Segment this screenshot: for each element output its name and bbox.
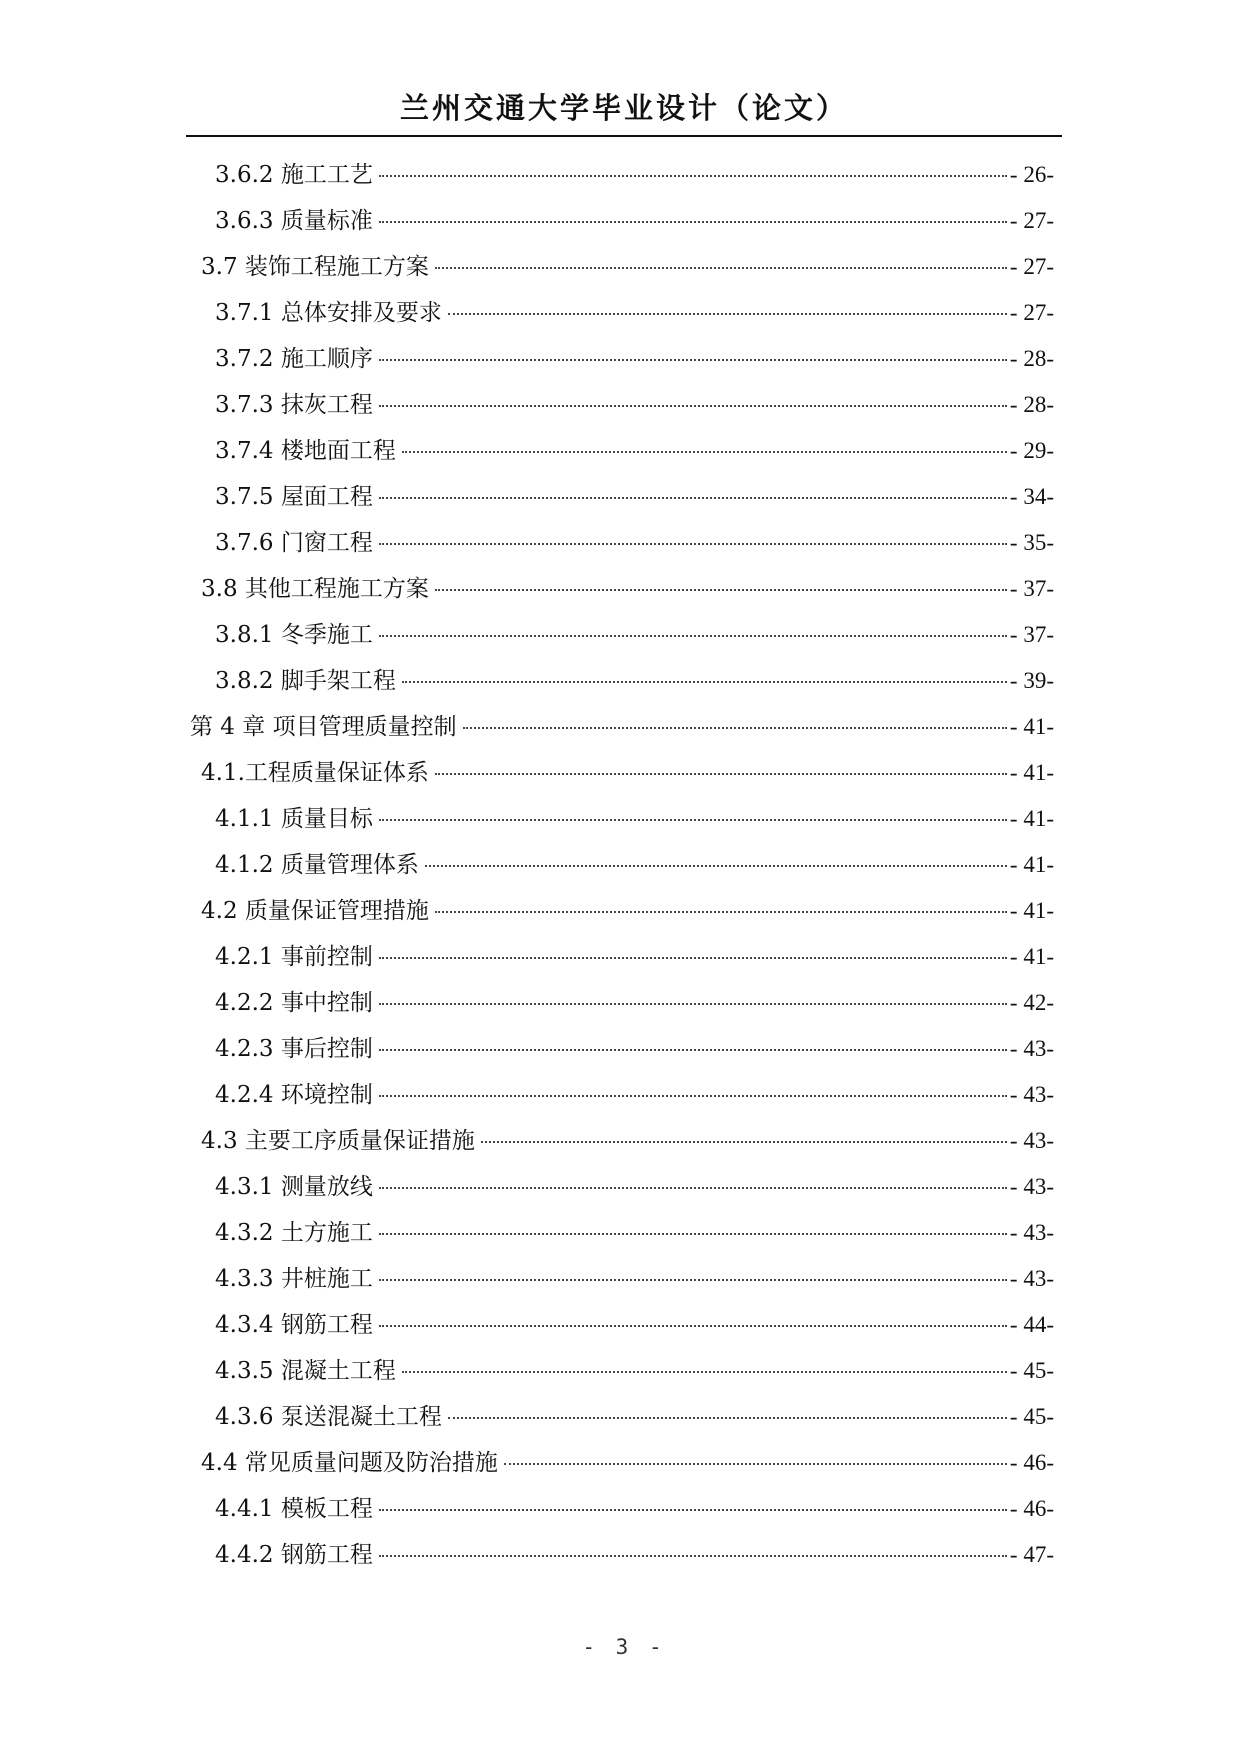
toc-entry-title: 4.4 常见质量问题及防治措施 — [201, 1450, 498, 1476]
toc-entry-title: 第 4 章 项目管理质量控制 — [190, 714, 457, 740]
toc-dot-leader — [435, 267, 1007, 269]
toc-entry-title: 4.3.6 泵送混凝土工程 — [215, 1404, 442, 1430]
toc-entry-page: - 41- — [1009, 714, 1054, 739]
toc-entry-page: - 45- — [1009, 1404, 1054, 1429]
toc-entry-title: 4.2.1 事前控制 — [215, 944, 373, 970]
toc-dot-leader — [402, 451, 1007, 453]
toc-entry[interactable] — [186, 1444, 1062, 1490]
toc-entry[interactable] — [186, 1168, 1062, 1214]
toc-dot-leader — [435, 773, 1007, 775]
toc-entry[interactable] — [186, 248, 1062, 294]
toc-dot-leader — [448, 1417, 1007, 1419]
toc-entry[interactable] — [186, 1306, 1062, 1352]
toc-entry-page: - 41- — [1009, 760, 1054, 785]
toc-dot-leader — [504, 1463, 1007, 1465]
toc-entry[interactable] — [186, 340, 1062, 386]
toc-dot-leader — [379, 221, 1007, 223]
toc-entry-title: 4.1.2 质量管理体系 — [215, 852, 419, 878]
toc-entry-page: - 46- — [1009, 1496, 1054, 1521]
toc-dot-leader — [379, 957, 1007, 959]
toc-entry[interactable] — [186, 1352, 1062, 1398]
toc-entry-title: 3.7 装饰工程施工方案 — [201, 254, 429, 280]
toc-entry[interactable] — [186, 1122, 1062, 1168]
toc-entry-page: - 26- — [1009, 162, 1054, 187]
toc-entry[interactable] — [186, 386, 1062, 432]
toc-entry-page: - 43- — [1009, 1220, 1054, 1245]
toc-entry-title: 3.8.1 冬季施工 — [215, 622, 373, 648]
toc-entry-title: 4.3.1 测量放线 — [215, 1174, 373, 1200]
toc-entry-title: 3.7.5 屋面工程 — [215, 484, 373, 510]
toc-dot-leader — [379, 405, 1007, 407]
toc-entry-page: - 45- — [1009, 1358, 1054, 1383]
toc-entry-page: - 43- — [1009, 1128, 1054, 1153]
toc-entry-title: 3.7.1 总体安排及要求 — [215, 300, 442, 326]
toc-entry-title: 4.1.1 质量目标 — [215, 806, 373, 832]
toc-entry-page: - 39- — [1009, 668, 1054, 693]
toc-entry-title: 3.7.4 楼地面工程 — [215, 438, 396, 464]
toc-entry-page: - 43- — [1009, 1266, 1054, 1291]
toc-entry-title: 3.6.2 施工工艺 — [215, 162, 373, 188]
toc-entry-title: 3.7.3 抹灰工程 — [215, 392, 373, 418]
toc-entry[interactable] — [186, 1030, 1062, 1076]
toc-dot-leader — [379, 543, 1007, 545]
toc-dot-leader — [402, 1371, 1007, 1373]
toc-dot-leader — [379, 1279, 1007, 1281]
toc-entry-page: - 27- — [1009, 208, 1054, 233]
toc-dot-leader — [379, 819, 1007, 821]
toc-entry[interactable] — [186, 892, 1062, 938]
toc-entry-title: 3.8 其他工程施工方案 — [201, 576, 429, 602]
toc-entry[interactable] — [186, 202, 1062, 248]
header-divider — [186, 135, 1062, 137]
toc-dot-leader — [379, 1555, 1007, 1557]
toc-entry[interactable] — [186, 616, 1062, 662]
toc-dot-leader — [379, 497, 1007, 499]
toc-entry-title: 4.4.1 模板工程 — [215, 1496, 373, 1522]
toc-dot-leader — [379, 175, 1007, 177]
toc-entry-page: - 43- — [1009, 1082, 1054, 1107]
toc-entry-title: 4.3.2 土方施工 — [215, 1220, 373, 1246]
toc-dot-leader — [379, 1049, 1007, 1051]
toc-entry-page: - 46- — [1009, 1450, 1054, 1475]
toc-entry[interactable] — [186, 1398, 1062, 1444]
toc-entry-title: 3.7.6 门窗工程 — [215, 530, 373, 556]
toc-entry-title: 4.2 质量保证管理措施 — [201, 898, 429, 924]
toc-entry[interactable] — [186, 938, 1062, 984]
toc-entry-page: - 44- — [1009, 1312, 1054, 1337]
toc-entry[interactable] — [186, 1536, 1062, 1582]
table-of-contents — [186, 156, 1062, 1582]
toc-entry-page: - 28- — [1009, 346, 1054, 371]
toc-dot-leader — [379, 359, 1007, 361]
toc-entry[interactable] — [186, 524, 1062, 570]
toc-entry[interactable] — [186, 478, 1062, 524]
toc-entry-page: - 43- — [1009, 1036, 1054, 1061]
toc-entry-page: - 41- — [1009, 852, 1054, 877]
toc-entry[interactable] — [186, 294, 1062, 340]
toc-entry[interactable] — [186, 754, 1062, 800]
toc-entry-title: 3.7.2 施工顺序 — [215, 346, 373, 372]
toc-entry[interactable] — [186, 800, 1062, 846]
toc-entry-title: 3.8.2 脚手架工程 — [215, 668, 396, 694]
toc-dot-leader — [379, 1509, 1007, 1511]
toc-entry-title: 4.4.2 钢筋工程 — [215, 1542, 373, 1568]
toc-dot-leader — [448, 313, 1007, 315]
toc-entry[interactable] — [186, 156, 1062, 202]
toc-entry-title: 4.2.4 环境控制 — [215, 1082, 373, 1108]
toc-entry-title: 4.3 主要工序质量保证措施 — [201, 1128, 475, 1154]
toc-entry[interactable] — [186, 432, 1062, 478]
toc-dot-leader — [435, 589, 1007, 591]
toc-dot-leader — [379, 635, 1007, 637]
toc-dot-leader — [402, 681, 1007, 683]
toc-entry-title: 4.1.工程质量保证体系 — [201, 760, 429, 786]
toc-entry[interactable] — [186, 1490, 1062, 1536]
toc-entry-page: - 35- — [1009, 530, 1054, 555]
toc-entry-title: 4.2.2 事中控制 — [215, 990, 373, 1016]
toc-entry-page: - 37- — [1009, 622, 1054, 647]
toc-entry[interactable] — [186, 846, 1062, 892]
toc-entry-title: 3.6.3 质量标准 — [215, 208, 373, 234]
toc-dot-leader — [379, 1325, 1007, 1327]
toc-dot-leader — [379, 1003, 1007, 1005]
toc-entry[interactable] — [186, 1214, 1062, 1260]
toc-entry-page: - 37- — [1009, 576, 1054, 601]
toc-entry-page: - 47- — [1009, 1542, 1054, 1567]
toc-entry-title: 4.2.3 事后控制 — [215, 1036, 373, 1062]
page-header-title: 兰州交通大学毕业设计（论文） — [399, 91, 848, 125]
toc-dot-leader — [435, 911, 1007, 913]
toc-entry-page: - 27- — [1009, 300, 1054, 325]
toc-entry-page: - 27- — [1009, 254, 1054, 279]
toc-dot-leader — [379, 1187, 1007, 1189]
toc-entry[interactable] — [186, 1076, 1062, 1122]
toc-entry-page: - 42- — [1009, 990, 1054, 1015]
toc-dot-leader — [379, 1095, 1007, 1097]
toc-entry[interactable] — [186, 570, 1062, 616]
toc-entry[interactable] — [186, 708, 1062, 754]
toc-entry-title: 4.3.4 钢筋工程 — [215, 1312, 373, 1338]
toc-entry-page: - 34- — [1009, 484, 1054, 509]
toc-entry-page: - 43- — [1009, 1174, 1054, 1199]
toc-dot-leader — [481, 1141, 1007, 1143]
toc-entry[interactable] — [186, 662, 1062, 708]
toc-entry[interactable] — [186, 984, 1062, 1030]
toc-entry[interactable] — [186, 1260, 1062, 1306]
toc-dot-leader — [379, 1233, 1007, 1235]
toc-entry-title: 4.3.3 井桩施工 — [215, 1266, 373, 1292]
toc-entry-page: - 41- — [1009, 944, 1054, 969]
toc-entry-page: - 41- — [1009, 898, 1054, 923]
toc-entry-title: 4.3.5 混凝土工程 — [215, 1358, 396, 1384]
toc-entry-page: - 41- — [1009, 806, 1054, 831]
page-number: - 3 - — [582, 1635, 666, 1659]
toc-dot-leader — [463, 727, 1007, 729]
toc-entry-page: - 29- — [1009, 438, 1054, 463]
toc-entry-page: - 28- — [1009, 392, 1054, 417]
toc-dot-leader — [425, 865, 1007, 867]
